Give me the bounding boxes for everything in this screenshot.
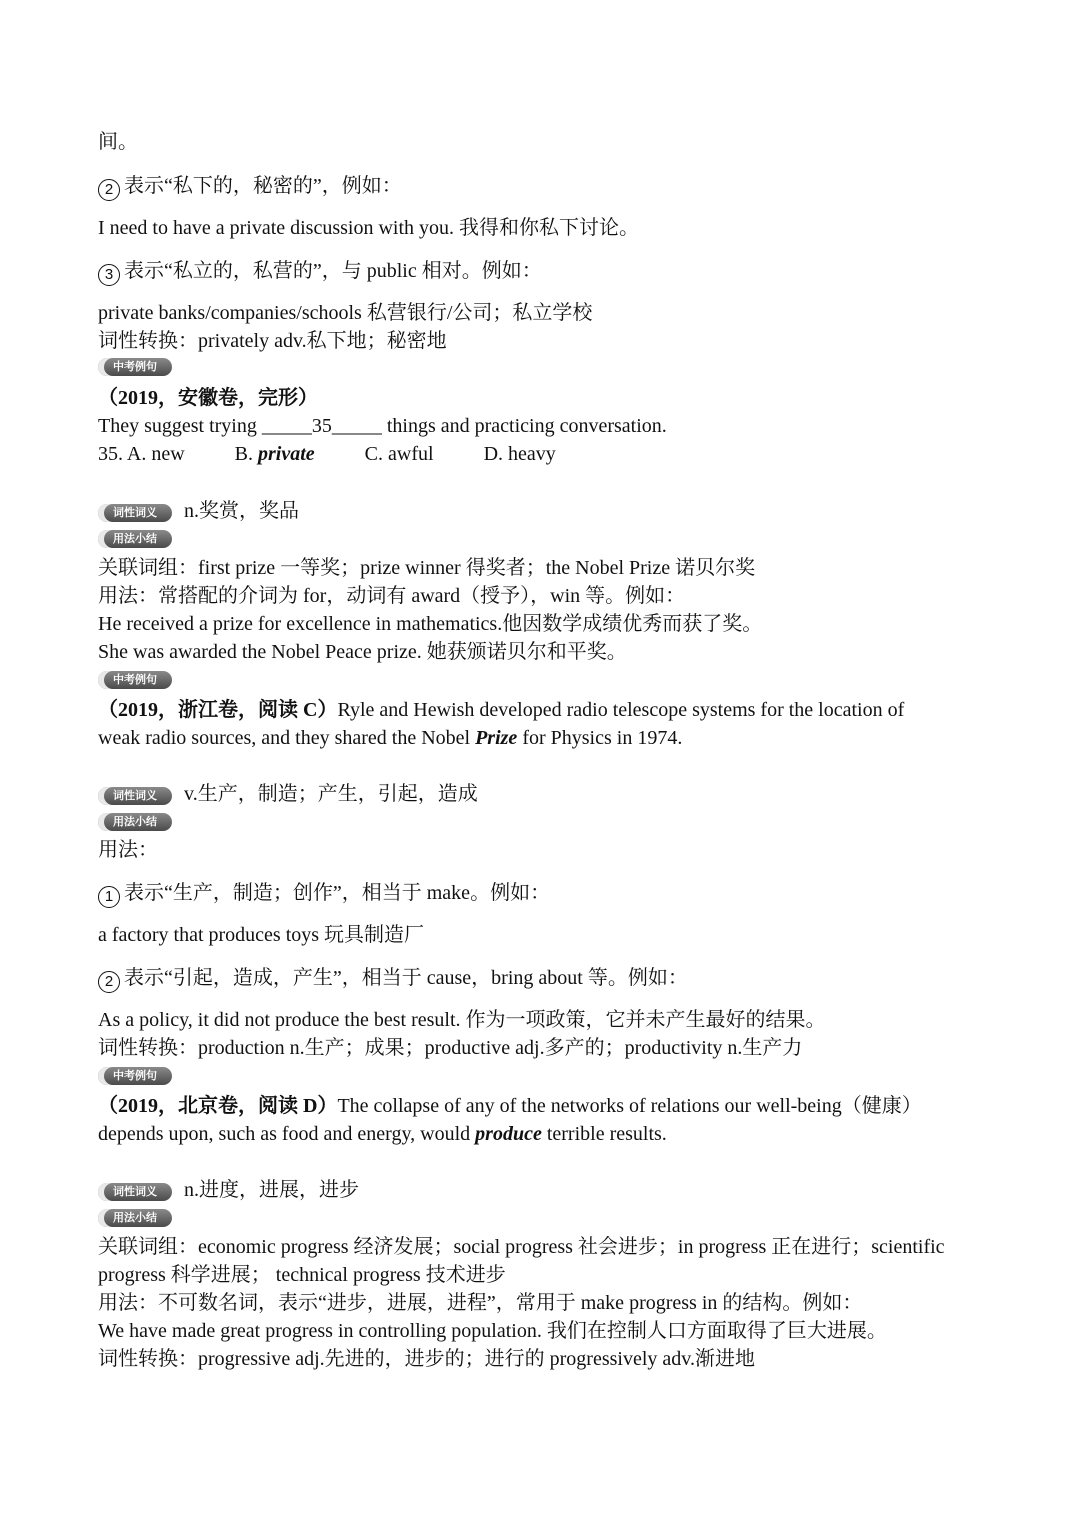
meaning-badge: 词性词义 — [98, 787, 172, 805]
usage-badge: 用法小结 — [98, 530, 172, 548]
usage-item — [98, 964, 688, 993]
circled-number: 2 — [98, 971, 120, 993]
word-conversion: 词性转换：production n.生产；成果；productive adj.多产的；productivity n.生产力 — [98, 1037, 803, 1059]
exam-example-badge: 中考例句 — [98, 358, 172, 376]
related-phrases: progress 科学进展； technical progress 技术进步 — [98, 1264, 506, 1286]
option-b: B. private — [234, 443, 315, 465]
circled-number: 2 — [98, 179, 120, 201]
circled-number: 1 — [98, 886, 120, 908]
usage-item — [98, 257, 542, 286]
example-sentence: We have made great progress in controlling population. 我们在控制人口方面取得了巨大进展。 — [98, 1320, 887, 1342]
usage-badge: 用法小结 — [98, 813, 172, 831]
example-sentence: She was awarded the Nobel Peace prize. 她获颁诺贝尔和平奖。 — [98, 641, 627, 663]
usage-text: 用法：不可数名词，表示“进步，进展，进程”，常用于 make progress in 的结构。例如： — [98, 1292, 863, 1314]
meaning-line — [98, 1176, 359, 1204]
usage-item — [98, 172, 402, 201]
related-phrases: 关联词组：economic progress 经济发展；social progress 社会进步；in progress 正在进行；scientific — [98, 1236, 945, 1258]
word-conversion: 词性转换：progressive adj.先进的，进步的；进行的 progressively adv.渐进地 — [98, 1348, 755, 1370]
usage-label: 用法： — [98, 839, 158, 861]
usage-badge: 用法小结 — [98, 1209, 172, 1227]
meaning-text: n.进度，进展，进步 — [184, 1179, 359, 1201]
meaning-text: v.生产，制造；产生，引起，造成 — [184, 783, 478, 805]
related-phrases: 关联词组：first prize 一等奖；prize winner 得奖者；the Nobel Prize 诺贝尔奖 — [98, 557, 756, 579]
meaning-text: n.奖赏，奖品 — [184, 500, 299, 522]
usage-text: 表示“引起，造成，产生”，相当于 cause，bring about 等。例如： — [124, 967, 688, 989]
usage-text: 表示“生产，制造；创作”，相当于 make。例如： — [124, 882, 551, 904]
meaning-badge: 词性词义 — [98, 504, 172, 522]
meaning-line — [98, 780, 478, 808]
meaning-badge: 词性词义 — [98, 1183, 172, 1201]
usage-text: 表示“私立的，私营的”，与 public 相对。例如： — [124, 260, 542, 282]
answer-options — [98, 440, 556, 468]
option-a: 35. A. new — [98, 443, 185, 465]
circled-number: 3 — [98, 264, 120, 286]
usage-text: 用法：常搭配的介词为 for，动词有 award（授予），win 等。例如： — [98, 585, 686, 607]
exam-source: （2019，安徽卷，完形） — [98, 387, 318, 409]
usage-text: 表示“私下的，秘密的”，例如： — [124, 175, 402, 197]
example-sentence: He received a prize for excellence in mathematics.他因数学成绩优秀而获了奖。 — [98, 613, 763, 635]
meaning-line — [98, 497, 299, 525]
exam-example-badge: 中考例句 — [98, 671, 172, 689]
exam-passage: weak radio sources, and they shared the Nobel Prize for Physics in 1974. — [98, 727, 683, 749]
example-phrase: private banks/companies/schools 私营银行/公司；私立学校 — [98, 302, 593, 324]
text-line: 间。 — [98, 131, 138, 153]
exam-question: They suggest trying _____35_____ things and practicing conversation. — [98, 415, 667, 437]
exam-passage: （2019，浙江卷，阅读 C）Ryle and Hewish developed radio telescope systems for the location of — [98, 699, 905, 721]
option-c: C. awful — [364, 443, 434, 465]
option-d: D. heavy — [483, 443, 556, 465]
exam-passage: （2019，北京卷，阅读 D）The collapse of any of the networks of relations our well-being（健康） — [98, 1095, 922, 1117]
word-conversion: 词性转换：privately adv.私下地；秘密地 — [98, 330, 447, 352]
usage-item — [98, 879, 550, 908]
example-phrase: a factory that produces toys 玩具制造厂 — [98, 924, 425, 946]
example-sentence: As a policy, it did not produce the best result. 作为一项政策，它并未产生最好的结果。 — [98, 1009, 826, 1031]
example-sentence: I need to have a private discussion with you. 我得和你私下讨论。 — [98, 217, 640, 239]
exam-example-badge: 中考例句 — [98, 1067, 172, 1085]
exam-passage: depends upon, such as food and energy, would produce terrible results. — [98, 1123, 667, 1145]
